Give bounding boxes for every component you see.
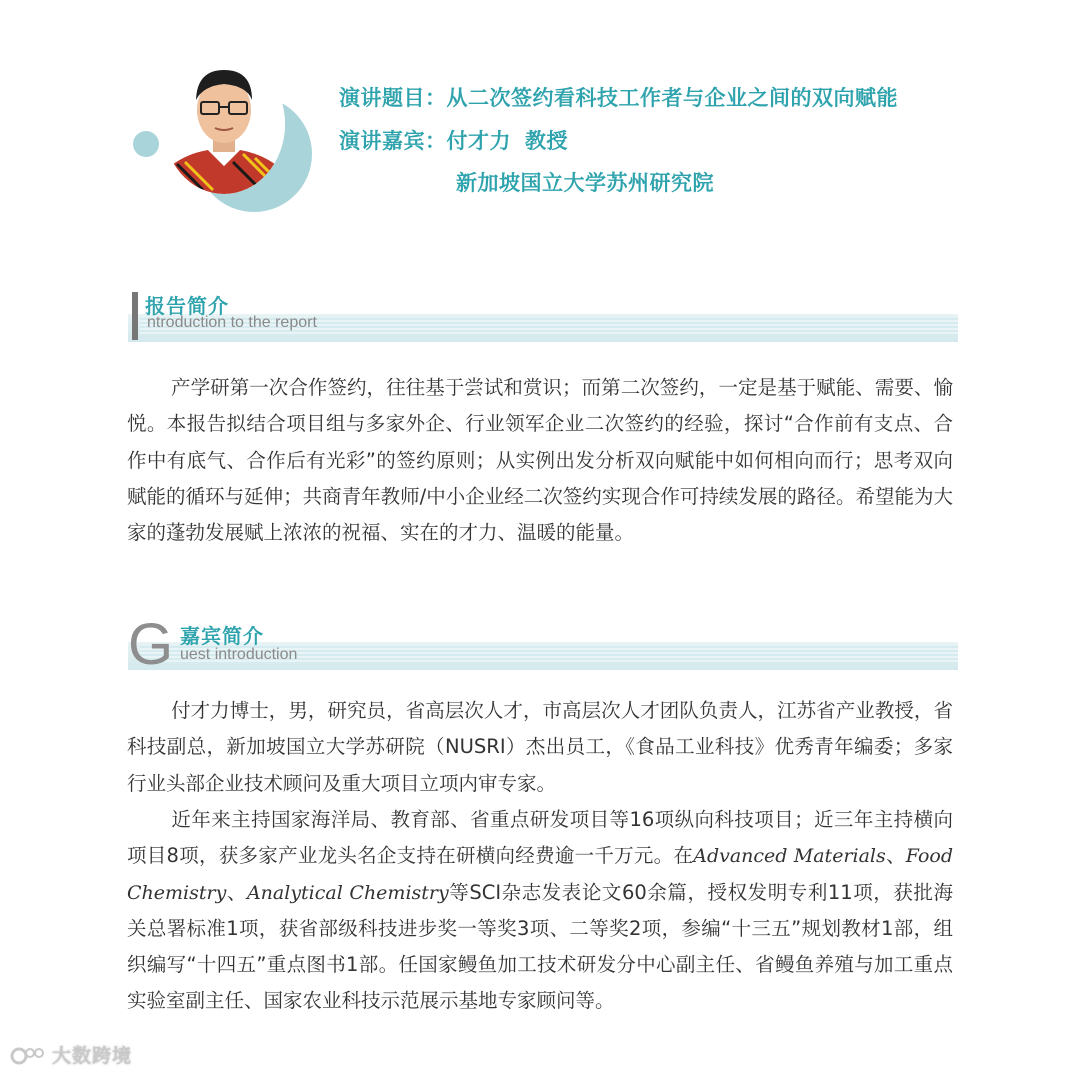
speaker-line <box>339 127 568 155</box>
decorative-dot <box>133 131 159 157</box>
guest-paragraph-1: 付才力博士，男，研究员，省高层次人才，市高层次人才团队负责人，江苏省产业教授，省科技副总，新加坡国立大学苏研院（NUSRI）杰出员工，《食品工业科技》优秀青年编委；多家行业头部企业技术顾问及重大项目立项内审专家。 <box>127 699 953 795</box>
heading-big-letter: G <box>128 612 174 677</box>
guest-section-header <box>128 612 958 677</box>
journal-name: Food Chemistry <box>127 845 953 904</box>
report-paragraph: 产学研第一次合作签约，往往基于尝试和赏识；而第二次签约，一定是基于赋能、需要、愉悦。本报告拟结合项目组与多家外企、行业领军企业二次签约的经验，探讨“合作前有支点、合作中有底气、合作后有光彩”的签约原则；从实例出发分析双向赋能中如何相向而行；思考双向赋能的循环与延伸；共商青年教师/中小企业经二次签约实现合作可持续发展的路径。希望能为大家的蓬勃发展赋上浓浓的祝福、实在的才力、温暖的能量。 <box>127 376 953 545</box>
report-heading-zh: 报告简介 <box>145 294 229 318</box>
speaker-photo <box>163 54 285 194</box>
speaker-affiliation: 新加坡国立大学苏州研究院 <box>456 171 714 195</box>
speaker-label: 演讲嘉宾： <box>339 129 447 153</box>
guest-heading-zh: 嘉宾简介 <box>180 624 264 648</box>
journal-name: Advanced Materials <box>693 845 886 868</box>
heading-i-bar <box>132 292 138 340</box>
report-section-header <box>128 292 958 342</box>
speaker-name: 付才力 <box>446 129 511 153</box>
guest-paragraph-2: 近年来主持国家海洋局、教育部、省重点研发项目等16项纵向科技项目；近三年主持横向项目8项，获多家产业龙头名企支持在研横向经费逾一千万元。在Advanced Materials、Food Chemistry、Analytical Chemistry等SCI杂志发表论文60余篇，授权发明专利11项，获批海关总署标准1项，获省部级科技进步奖一等奖3项、二等奖2项，参编“十三五”规划教材1部，组织编写“十四五”重点图书1部。任国家鳗鱼加工技术研发分中心副主任、省鳗鱼养殖与加工重点实验室副主任、国家农业科技示范展示基地专家顾问等。 <box>127 808 953 1013</box>
journal-name: Analytical Chemistry <box>246 881 449 904</box>
talk-title-line <box>339 84 898 112</box>
talk-title: 从二次签约看科技工作者与企业之间的双向赋能 <box>446 86 898 110</box>
guest-heading-en: uest introduction <box>180 646 298 663</box>
talk-title-label: 演讲题目： <box>339 86 447 110</box>
report-heading-en: ntroduction to the report <box>147 314 317 331</box>
watermark-text: 大数跨境 <box>52 1045 133 1067</box>
watermark-logo-icon <box>10 1044 46 1068</box>
speaker-title: 教授 <box>525 129 568 153</box>
